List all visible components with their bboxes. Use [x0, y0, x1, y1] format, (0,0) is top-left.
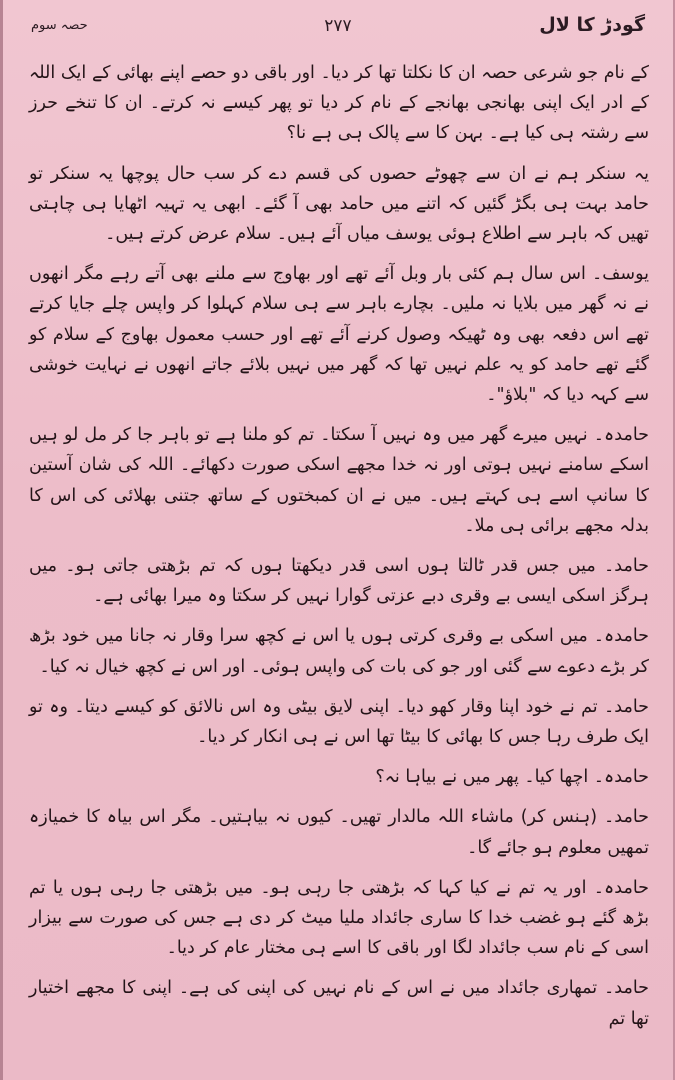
paragraph: حامدہ۔ میں اسکی بے وقری کرتی ہوں یا اس نے کچھ سرا وقار نہ جانا میں خود بڑھ کر بڑے دعوے سے گئی اور جو کی بات کی واپس ہوئی۔ اور اس نے کچھ خیال نہ کیا۔: [29, 626, 649, 677]
paragraph: حامد۔ تم نے خود اپنا وقار کھو دیا۔ اپنی لایق بیٹی وہ اس نالائق کو کیسے دیتا۔ وہ تو ایک طرف رہا جس کا بھائی کا بیٹا تھا اس نے ہی انکار کر دیا۔: [29, 696, 649, 748]
paragraph: کے نام جو شرعی حصہ ان کا نکلتا تھا کر دیا۔ اور باقی دو حصے اپنے بھائی کے ایک اللہ کے ادر ایک اپنی بھانجی بھانجے کے نام کر دیا تو پھر کیسے نہ کرتے۔ ان کا تنخے حرز سے رشتہ ہی کیا ہے۔ بہن کا سے پالک ہی ہے نا؟: [29, 63, 649, 144]
page-number: ۲۷۷: [324, 16, 352, 36]
paragraph: یوسف۔ اس سال ہم کئی بار وبل آئے تھے اور بھاوج سے ملنے بھی آتے رہے مگر انھوں نے نہ گھر میں بلایا نہ ملیں۔ بچارے باہر سے ہی سلام کہلوا کر واپس چلے جایا کرتے تھے اس دفعہ بھی وہ ٹھیکہ وصول کرنے آئے تھے اور حسب معمول بھاوج کے سلام کو گئے تھے حامد کو یہ علم نہیں تھا کہ گھر میں نہیں بلائے جاتے انھوں نے نہایت خوشی سے کہہ دیا کہ "بلاؤ"۔: [29, 264, 649, 406]
paragraph: حامدہ۔ نہیں میرے گھر میں وہ نہیں آ سکتا۔ تم کو ملنا ہے تو باہر جا کر مل لو ہیں اسکے سامنے نہیں ہوتی اور نہ خدا مجھے اسکی صورت دکھائے۔ اللہ کی شان آستین کا سانپ اسے ہی کہتے ہیں۔ میں نے ان کمبختوں کے ساتھ جتنی بھلائی کی اس کا بدلہ مجھے برائی ہی ملا۔: [29, 425, 649, 536]
book-title: گودڑ کا لال: [539, 14, 645, 36]
paragraph: حامد۔ تمھاری جائداد میں نے اس کے نام نہیں کی اپنی کی ہے۔ اپنی کا مجھے اختیار تھا تم: [29, 978, 649, 1029]
paragraph: حامدہ۔ اچھا کیا۔ پھر میں نے بیاہا نہ؟: [375, 767, 649, 788]
section-label: حصہ سوم: [31, 18, 88, 33]
page-header: [31, 14, 645, 44]
text-body: [29, 58, 649, 1060]
paragraph: حامد۔ (ہنس کر) ماشاء اللہ مالدار تھیں۔ کیوں نہ بیاہتیں۔ مگر اس بیاہ کا خمیازہ تمھیں معلوم ہو جائے گا۔: [29, 807, 649, 858]
paragraph: یہ سنکر ہم نے ان سے چھوٹے حصوں کی قسم دے کر سب حال پوچھا یہ سنکر تو حامد بہت ہی بگڑ گئیں کہ اتنے میں حامد بھی آ گئے۔ ابھی یہ تہیہ اٹھایا ہی چاہتی تھیں کہ باہر سے اطلاع ہوئی یوسف میاں آئے ہیں۔ سلام عرض کرتے ہیں۔: [29, 163, 649, 245]
paragraph: حامدہ۔ اور یہ تم نے کیا کہا کہ بڑھتی جا رہی ہو۔ میں بڑھتی جا رہی ہوں یا تم بڑھ گئے ہو غضب خدا کا ساری جائداد ملیا میٹ کر دی ہے جس کی صورت سے بیزار اسی کے نام سب جائداد لگا اور باقی کا اسے ہی مختار عام کر دیا۔: [29, 877, 649, 959]
paragraph: حامد۔ میں جس قدر ٹالتا ہوں اسی قدر دیکھتا ہوں کہ تم بڑھتی جاتی ہو۔ میں ہرگز اسکی ایسی بے وقری دبے عزتی گوارا نہیں کر سکتا وہ میرا بھائی ہے۔: [29, 556, 649, 607]
